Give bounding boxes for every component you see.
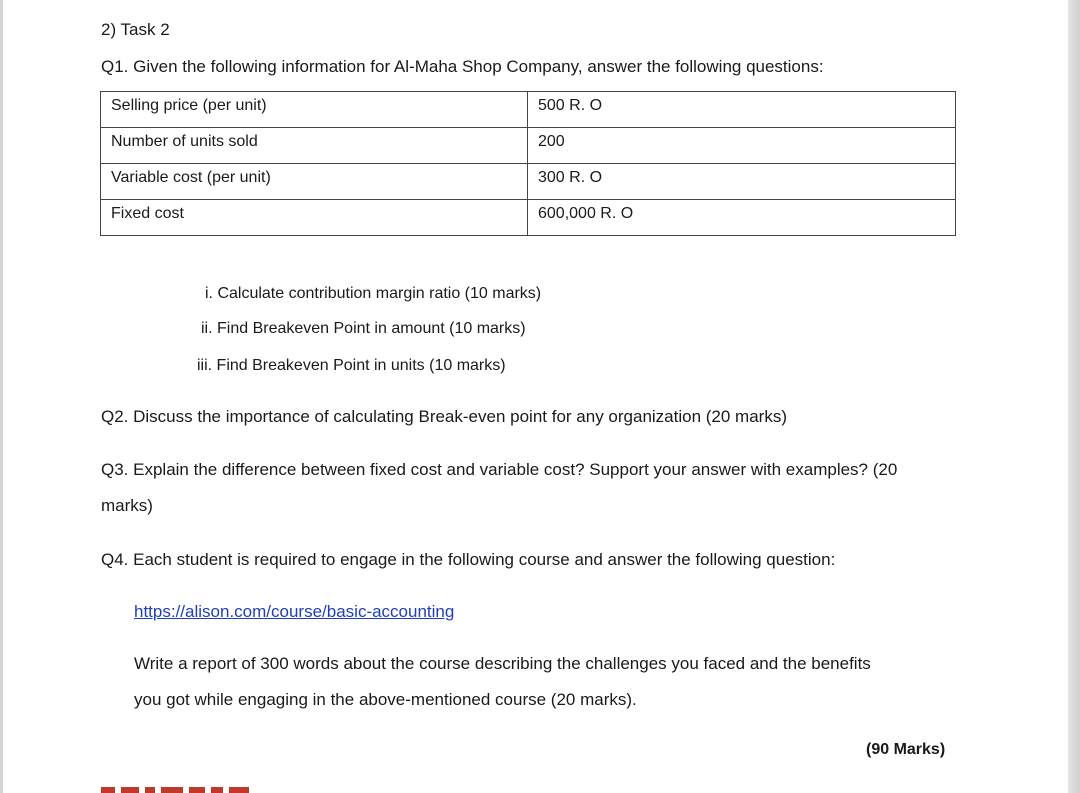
question-3-line-1: Q3. Explain the difference between fixed cost and variable cost? Support your answer with examples? (20 [101, 460, 898, 479]
sub-question-i: i. Calculate contribution margin ratio (10 marks) [205, 285, 542, 302]
table-cell-label: Fixed cost [101, 200, 528, 236]
course-link[interactable]: https://alison.com/course/basic-accounting [134, 602, 455, 621]
table-cell-value: 500 R. O [528, 92, 956, 128]
question-4: Q4. Each student is required to engage in the following course and answer the following question: [101, 550, 836, 569]
table-cell-label: Number of units sold [101, 128, 528, 164]
table-cell-value: 300 R. O [528, 164, 956, 200]
question-3-line-2: marks) [101, 496, 153, 515]
report-instruction-line-2: you got while engaging in the above-mentioned course (20 marks). [134, 690, 637, 709]
question-2: Q2. Discuss the importance of calculating Break-even point for any organization (20 marks) [101, 407, 787, 426]
table-cell-value: 600,000 R. O [528, 200, 956, 236]
sub-question-ii: ii. Find Breakeven Point in amount (10 marks) [201, 320, 526, 337]
table-cell-label: Variable cost (per unit) [101, 164, 528, 200]
table-row [101, 128, 956, 164]
table-row [101, 92, 956, 128]
cut-off-next-heading [101, 787, 261, 793]
report-instruction-line-1: Write a report of 300 words about the course describing the challenges you faced and the benefits [134, 654, 871, 673]
company-info-table [100, 91, 956, 236]
page-left-edge [0, 0, 3, 793]
question-1: Q1. Given the following information for Al-Maha Shop Company, answer the following questions: [101, 57, 824, 76]
table-cell-value: 200 [528, 128, 956, 164]
task-heading: 2) Task 2 [101, 20, 170, 39]
table-cell-label: Selling price (per unit) [101, 92, 528, 128]
page-right-edge [1068, 0, 1080, 793]
table-row [101, 164, 956, 200]
total-marks: (90 Marks) [866, 741, 946, 758]
table-row [101, 200, 956, 236]
sub-question-iii: iii. Find Breakeven Point in units (10 marks) [197, 357, 506, 374]
